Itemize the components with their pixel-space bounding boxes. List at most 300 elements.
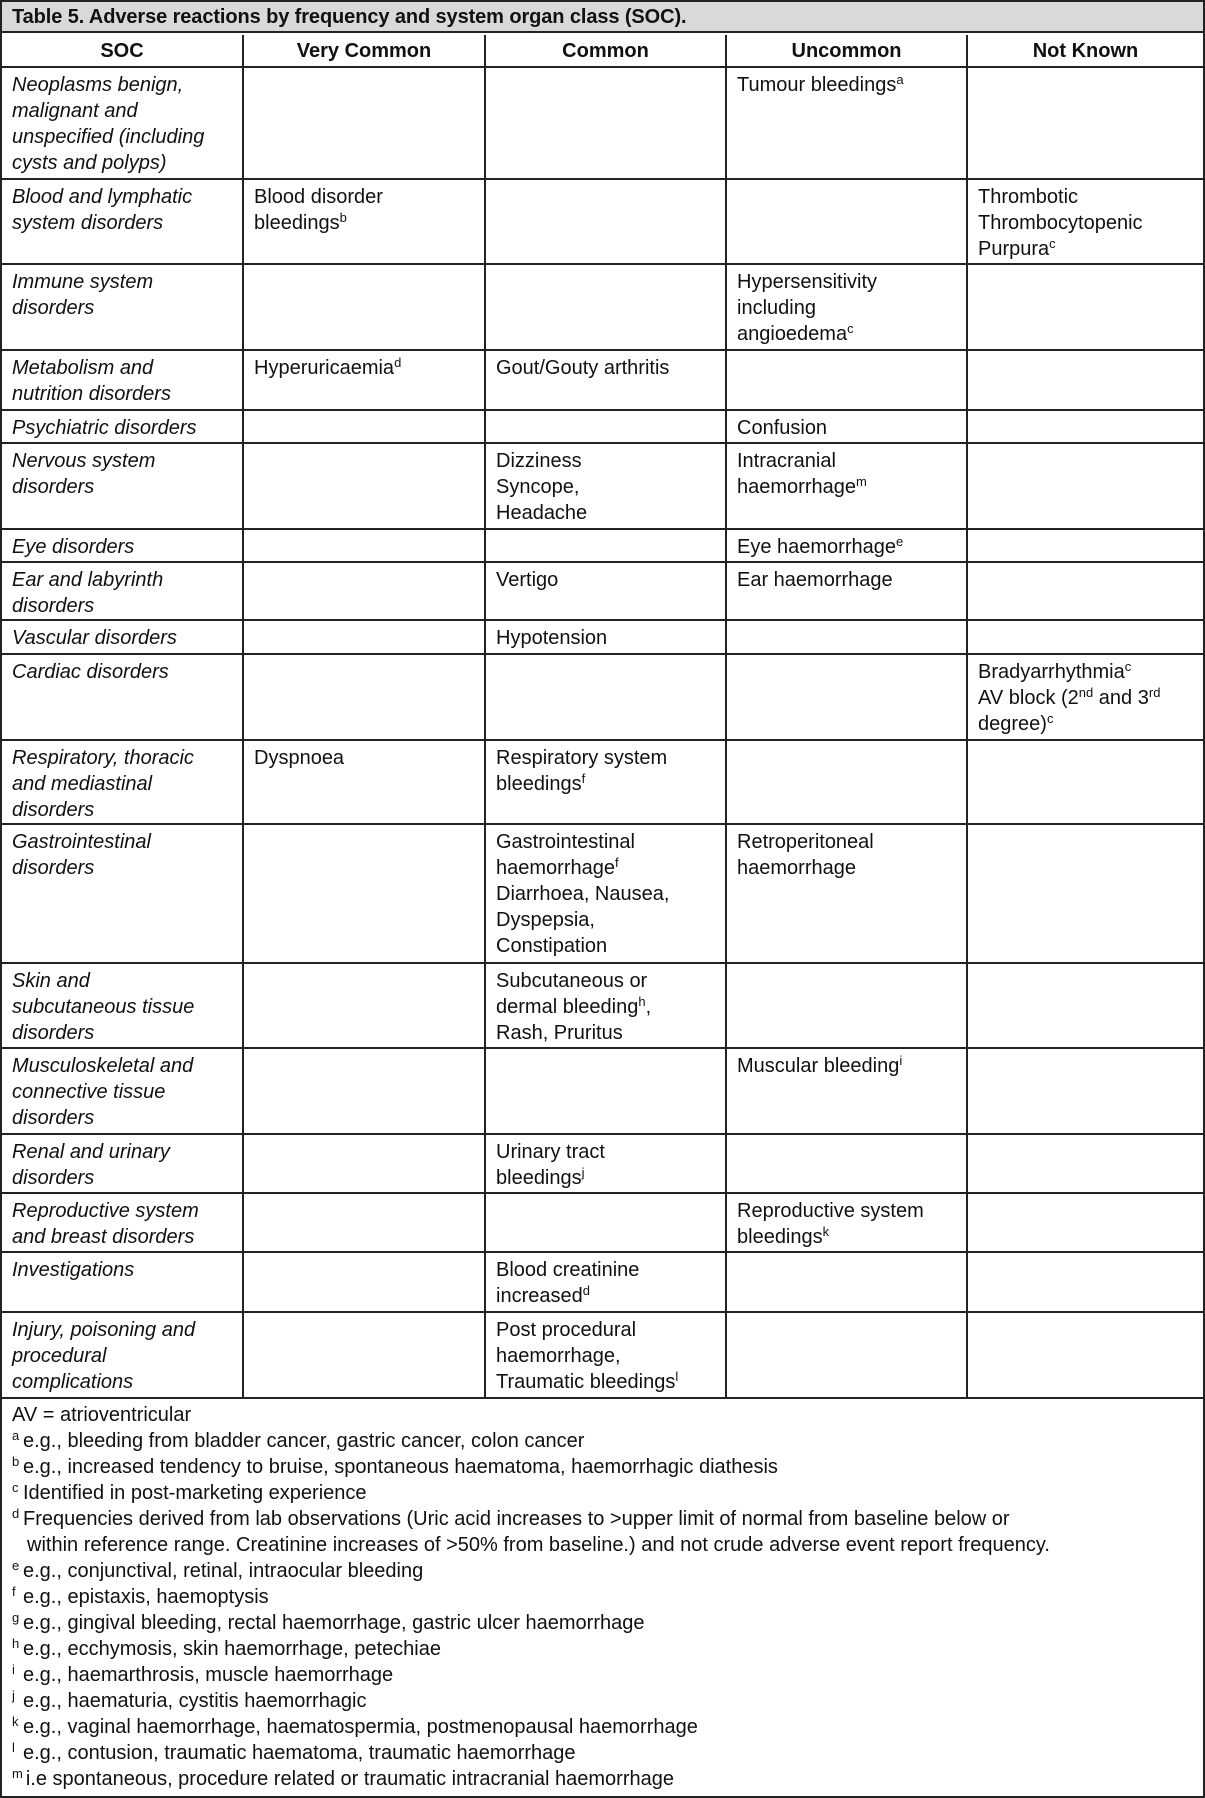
not-known-cell	[966, 351, 1203, 409]
cell-text: unspecified (including	[12, 126, 205, 148]
uncommon-cell	[725, 68, 966, 178]
common-cell	[484, 563, 725, 619]
not-known-cell	[966, 68, 1203, 178]
cell-line	[737, 1053, 966, 1079]
cell-text: Constipation	[496, 935, 608, 957]
cell-line	[496, 994, 725, 1020]
very-common-cell	[242, 621, 484, 653]
not-known-cell	[966, 621, 1203, 653]
cell-text: Metabolism and	[12, 357, 154, 379]
common-cell	[484, 655, 725, 739]
uncommon-cell	[725, 411, 966, 442]
soc-cell	[2, 180, 242, 263]
cell-line	[496, 1165, 725, 1191]
cell-line	[737, 1198, 966, 1224]
not-known-cell	[966, 1135, 1203, 1192]
footnote: i e.g., haemarthrosis, muscle haemorrhage	[12, 1662, 394, 1686]
footnote-marker: c	[1049, 236, 1056, 251]
common-cell	[484, 741, 725, 823]
very-common-cell	[242, 351, 484, 409]
uncommon-cell	[725, 825, 966, 962]
table-row	[2, 530, 1203, 563]
very-common-cell	[242, 411, 484, 442]
cell-text: Musculoskeletal and	[12, 1055, 194, 1077]
footnote-marker: m	[855, 474, 867, 489]
soc-cell	[2, 825, 242, 962]
cell-text: malignant and	[12, 100, 138, 122]
cell-line	[254, 355, 484, 381]
cell-text: Retroperitoneal	[737, 831, 874, 853]
cell-line	[978, 659, 1203, 685]
not-known-cell	[966, 1313, 1203, 1397]
cell-text: Tumour bleedings	[737, 74, 897, 96]
cell-text: angioedema	[737, 323, 848, 345]
footnote-marker: c	[1124, 659, 1132, 674]
cell-text: bleedings	[737, 1226, 823, 1248]
cell-text: Injury, poisoning and	[12, 1319, 196, 1341]
cell-line	[12, 1020, 242, 1046]
footnote-text-continued: within reference range. Creatinine increases of >50% from baseline.) and not crude adverse event report frequency.	[27, 1534, 1050, 1556]
soc-cell	[2, 530, 242, 561]
cell-text: Ear haemorrhage	[737, 569, 893, 591]
cell-text: Subcutaneous or	[496, 970, 648, 992]
footnote-marker: d	[394, 355, 402, 370]
footnote: k e.g., vaginal haemorrhage, haematospermia, postmenopausal haemorrhage	[12, 1714, 698, 1738]
cell-line	[12, 567, 242, 593]
table-row	[2, 825, 1203, 964]
cell-text: haemorrhage	[737, 476, 856, 498]
cell-text: nutrition disorders	[12, 383, 171, 405]
cell-line	[496, 933, 725, 959]
column-header-not-known: Not Known	[966, 35, 1203, 66]
uncommon-cell	[725, 180, 966, 263]
uncommon-cell	[725, 265, 966, 349]
footnote: l e.g., contusion, traumatic haematoma, traumatic haemorrhage	[12, 1740, 576, 1764]
table-row	[2, 741, 1203, 825]
footnote-marker: d	[582, 1283, 590, 1298]
very-common-cell	[242, 444, 484, 528]
footnote: a e.g., bleeding from bladder cancer, gastric cancer, colon cancer	[12, 1428, 585, 1452]
cell-text: Blood and lymphatic	[12, 186, 193, 208]
common-cell	[484, 1253, 725, 1311]
footnote: j e.g., haematuria, cystitis haemorrhagic	[12, 1688, 367, 1712]
cell-text: increased	[496, 1285, 583, 1307]
cell-text: Neoplasms benign,	[12, 74, 184, 96]
column-header-uncommon: Uncommon	[725, 35, 966, 66]
cell-line	[12, 771, 242, 797]
uncommon-cell	[725, 563, 966, 619]
cell-line	[978, 236, 1203, 262]
cell-text: Reproductive system	[737, 1200, 924, 1222]
cell-text: subcutaneous tissue	[12, 996, 195, 1018]
soc-cell	[2, 563, 242, 619]
very-common-cell	[242, 265, 484, 349]
common-cell	[484, 444, 725, 528]
uncommon-cell	[725, 444, 966, 528]
not-known-cell	[966, 1194, 1203, 1251]
cell-text: Hypotension	[496, 627, 608, 649]
footnote-marker: c	[1046, 711, 1054, 726]
footnote: h e.g., ecchymosis, skin haemorrhage, petechiae	[12, 1636, 441, 1660]
common-cell	[484, 530, 725, 561]
cell-text: Muscular bleeding	[737, 1055, 900, 1077]
table-row	[2, 351, 1203, 411]
cell-line	[12, 150, 242, 176]
cell-line	[12, 381, 242, 407]
cell-line	[737, 448, 966, 474]
cell-text: disorders	[12, 297, 95, 319]
footnotes	[2, 1399, 1203, 1792]
cell-text: Immune system	[12, 271, 154, 293]
cell-text: Investigations	[12, 1259, 135, 1281]
cell-line	[496, 745, 725, 771]
footnote-marker: f	[581, 771, 586, 786]
footnote	[12, 1402, 1203, 1428]
cell-line	[737, 474, 966, 500]
cell-line	[978, 184, 1203, 210]
cell-line	[737, 269, 966, 295]
table-row	[2, 180, 1203, 265]
footnote-marker: j	[581, 1165, 585, 1180]
uncommon-cell	[725, 1313, 966, 1397]
footnote: e e.g., conjunctival, retinal, intraocular bleeding	[12, 1558, 424, 1582]
footnote-marker: k	[822, 1224, 830, 1239]
cell-line	[496, 1257, 725, 1283]
cell-text: disorders	[12, 1022, 95, 1044]
not-known-cell	[966, 1253, 1203, 1311]
cell-text: Psychiatric disorders	[12, 417, 197, 439]
common-cell	[484, 621, 725, 653]
cell-line	[12, 968, 242, 994]
cell-line	[12, 1224, 242, 1250]
cell-text: disorders	[12, 857, 95, 879]
cell-text: Eye haemorrhage	[737, 536, 896, 558]
cell-line	[12, 184, 242, 210]
uncommon-cell	[725, 1049, 966, 1133]
footnote-marker: i	[899, 1053, 903, 1068]
cell-line	[12, 745, 242, 771]
footnote-text: e.g., haemarthrosis, muscle haemorrhage	[23, 1664, 394, 1686]
cell-line	[496, 1283, 725, 1309]
cell-text: system disorders	[12, 212, 164, 234]
soc-cell	[2, 444, 242, 528]
cell-line	[496, 474, 725, 500]
cell-line	[737, 534, 966, 560]
cell-text: disorders	[12, 476, 95, 498]
cell-line	[12, 1053, 242, 1079]
footnote: d Frequencies derived from lab observations (Uric acid increases to >upper limit of normal from baseline below or within reference range. Creatinine increases of >50% from baseline.) and not crude adverse event report frequency.	[12, 1506, 1203, 1558]
cell-line	[496, 1369, 725, 1395]
cell-text: Thrombocytopenic	[978, 212, 1143, 234]
cell-line	[737, 567, 966, 593]
common-cell	[484, 1313, 725, 1397]
footnote-text: AV = atrioventricular	[12, 1404, 192, 1426]
not-known-cell	[966, 530, 1203, 561]
cell-text: Intracranial	[737, 450, 836, 472]
cell-line	[978, 210, 1203, 236]
cell-text: Ear and labyrinth	[12, 569, 164, 591]
column-header-common: Common	[484, 35, 725, 66]
footnote-text: Identified in post-marketing experience	[23, 1482, 367, 1504]
soc-cell	[2, 621, 242, 653]
cell-text: haemorrhage	[737, 857, 856, 879]
cell-line	[496, 907, 725, 933]
cell-line	[12, 625, 242, 651]
footnote: m i.e spontaneous, procedure related or traumatic intracranial haemorrhage	[12, 1766, 674, 1790]
very-common-cell	[242, 1049, 484, 1133]
cell-text: Cardiac disorders	[12, 661, 169, 683]
table-row	[2, 411, 1203, 444]
very-common-cell	[242, 964, 484, 1047]
cell-text: disorders	[12, 799, 95, 821]
very-common-cell	[242, 825, 484, 962]
cell-line	[254, 210, 484, 236]
footnote-text: i.e spontaneous, procedure related or traumatic intracranial haemorrhage	[25, 1768, 674, 1790]
footnote-text: Frequencies derived from lab observations (Uric acid increases to >upper limit of normal from baseline below or	[23, 1508, 1010, 1530]
common-cell	[484, 1049, 725, 1133]
not-known-cell	[966, 265, 1203, 349]
table-title: Table 5. Adverse reactions by frequency and system organ class (SOC).	[2, 2, 1203, 33]
soc-cell	[2, 1313, 242, 1397]
cell-line	[737, 321, 966, 347]
cell-text: Blood disorder	[254, 186, 383, 208]
cell-text: Dyspnoea	[254, 747, 345, 769]
soc-cell	[2, 1194, 242, 1251]
cell-line	[496, 500, 725, 526]
cell-text: Post procedural	[496, 1319, 637, 1341]
column-header-very-common: Very Common	[242, 35, 484, 66]
cell-text: disorders	[12, 1167, 95, 1189]
cell-text: Dizziness	[496, 450, 582, 472]
footnote-text: e.g., increased tendency to bruise, spontaneous haematoma, haemorrhagic diathesis	[23, 1456, 778, 1478]
soc-cell	[2, 411, 242, 442]
cell-line	[496, 968, 725, 994]
not-known-cell	[966, 563, 1203, 619]
cell-text: Gastrointestinal	[12, 831, 151, 853]
uncommon-cell	[725, 530, 966, 561]
cell-text: dermal bleeding	[496, 996, 639, 1018]
not-known-cell	[966, 825, 1203, 962]
uncommon-cell	[725, 351, 966, 409]
cell-text: Gout/Gouty arthritis	[496, 357, 670, 379]
common-cell	[484, 68, 725, 178]
cell-line	[737, 72, 966, 98]
cell-line	[978, 685, 1203, 711]
cell-line	[496, 625, 725, 651]
footnote-text: e.g., conjunctival, retinal, intraocular bleeding	[23, 1560, 424, 1582]
table-row	[2, 68, 1203, 180]
cell-text: haemorrhage	[496, 857, 615, 879]
cell-line	[496, 855, 725, 881]
very-common-cell	[242, 1253, 484, 1311]
cell-text: and 3	[1093, 687, 1149, 709]
cell-line	[12, 210, 242, 236]
table-row	[2, 964, 1203, 1049]
cell-text: procedural	[12, 1345, 107, 1367]
table-row	[2, 265, 1203, 351]
footnote: f e.g., epistaxis, haemoptysis	[12, 1584, 269, 1608]
cell-text: Reproductive system	[12, 1200, 199, 1222]
footnote-marker: nd	[1078, 685, 1094, 700]
common-cell	[484, 1135, 725, 1192]
cell-line	[12, 593, 242, 619]
uncommon-cell	[725, 655, 966, 739]
footnote-marker: a	[896, 72, 904, 87]
very-common-cell	[242, 655, 484, 739]
not-known-cell	[966, 180, 1203, 263]
cell-text: Respiratory system	[496, 747, 668, 769]
very-common-cell	[242, 530, 484, 561]
cell-text: ,	[645, 996, 652, 1018]
footnote-marker: c	[847, 321, 854, 336]
very-common-cell	[242, 180, 484, 263]
not-known-cell	[966, 964, 1203, 1047]
soc-cell	[2, 68, 242, 178]
cell-line	[12, 1343, 242, 1369]
soc-cell	[2, 351, 242, 409]
cell-line	[496, 829, 725, 855]
cell-text: cysts and polyps)	[12, 152, 167, 174]
cell-text: Blood creatinine	[496, 1259, 640, 1281]
cell-line	[12, 415, 242, 441]
common-cell	[484, 1194, 725, 1251]
table-row	[2, 1253, 1203, 1313]
cell-line	[12, 1079, 242, 1105]
footnote-text: e.g., haematuria, cystitis haemorrhagic	[23, 1690, 367, 1712]
footnote-text: e.g., gingival bleeding, rectal haemorrhage, gastric ulcer haemorrhage	[23, 1612, 645, 1634]
cell-line	[12, 534, 242, 560]
table-row	[2, 1313, 1203, 1399]
very-common-cell	[242, 68, 484, 178]
common-cell	[484, 825, 725, 962]
cell-line	[254, 184, 484, 210]
cell-text: Purpura	[978, 238, 1050, 260]
not-known-cell	[966, 655, 1203, 739]
footnote-marker: rd	[1148, 685, 1161, 700]
common-cell	[484, 964, 725, 1047]
cell-line	[12, 269, 242, 295]
cell-line	[12, 474, 242, 500]
uncommon-cell	[725, 964, 966, 1047]
cell-line	[496, 355, 725, 381]
uncommon-cell	[725, 1253, 966, 1311]
cell-text: Respiratory, thoracic	[12, 747, 194, 769]
cell-text: Eye disorders	[12, 536, 135, 558]
footnote-text: e.g., ecchymosis, skin haemorrhage, petechiae	[23, 1638, 441, 1660]
not-known-cell	[966, 1049, 1203, 1133]
footnote: b e.g., increased tendency to bruise, spontaneous haematoma, haemorrhagic diathesis	[12, 1454, 778, 1478]
column-header-soc: SOC	[100, 40, 144, 62]
cell-line	[978, 711, 1203, 737]
uncommon-cell	[725, 621, 966, 653]
cell-text: including	[737, 297, 816, 319]
cell-line	[12, 1165, 242, 1191]
cell-text: Vertigo	[496, 569, 559, 591]
cell-text: and breast disorders	[12, 1226, 195, 1248]
cell-line	[737, 1224, 966, 1250]
cell-line	[496, 881, 725, 907]
cell-text: Hypersensitivity	[737, 271, 878, 293]
cell-text: Traumatic bleedings	[496, 1371, 676, 1393]
cell-text: AV block (2	[978, 687, 1079, 709]
footnote-marker: f	[614, 855, 619, 870]
cell-line	[496, 448, 725, 474]
table-row	[2, 563, 1203, 621]
common-cell	[484, 411, 725, 442]
cell-line	[12, 855, 242, 881]
footnote: c Identified in post-marketing experience	[12, 1480, 367, 1504]
very-common-cell	[242, 1194, 484, 1251]
footnote-marker: e	[895, 534, 904, 549]
cell-text: Rash, Pruritus	[496, 1022, 623, 1044]
cell-text: haemorrhage,	[496, 1345, 621, 1367]
cell-line	[496, 1317, 725, 1343]
cell-text: bleedings	[496, 1167, 582, 1189]
cell-line	[12, 994, 242, 1020]
footnote-text: e.g., contusion, traumatic haematoma, traumatic haemorrhage	[23, 1742, 576, 1764]
soc-cell	[2, 265, 242, 349]
cell-text: Renal and urinary	[12, 1141, 170, 1163]
table-row	[2, 444, 1203, 530]
cell-text: complications	[12, 1371, 134, 1393]
cell-text: bleedings	[254, 212, 340, 234]
cell-text: disorders	[12, 1107, 95, 1129]
cell-text: Diarrhoea, Nausea,	[496, 883, 670, 905]
cell-text: connective tissue	[12, 1081, 166, 1103]
cell-text: degree)	[978, 713, 1047, 735]
cell-text: disorders	[12, 595, 95, 617]
not-known-cell	[966, 444, 1203, 528]
common-cell	[484, 351, 725, 409]
table-row	[2, 1135, 1203, 1194]
cell-text: Vascular disorders	[12, 627, 177, 649]
cell-text: Hyperuricaemia	[254, 357, 395, 379]
uncommon-cell	[725, 1194, 966, 1251]
uncommon-cell	[725, 741, 966, 823]
cell-line	[12, 1139, 242, 1165]
soc-cell	[2, 655, 242, 739]
cell-line	[12, 1317, 242, 1343]
cell-line	[496, 567, 725, 593]
soc-cell	[2, 1135, 242, 1192]
cell-line	[496, 771, 725, 797]
cell-line	[12, 1105, 242, 1131]
cell-line	[12, 1198, 242, 1224]
cell-line	[496, 1343, 725, 1369]
soc-cell	[2, 1253, 242, 1311]
cell-line	[254, 745, 484, 771]
not-known-cell	[966, 411, 1203, 442]
cell-line	[12, 797, 242, 823]
cell-line	[737, 829, 966, 855]
cell-line	[12, 72, 242, 98]
cell-text: Nervous system	[12, 450, 156, 472]
cell-line	[12, 1257, 242, 1283]
cell-line	[12, 448, 242, 474]
header-row	[2, 35, 1203, 68]
cell-line	[12, 98, 242, 124]
common-cell	[484, 180, 725, 263]
cell-text: Bradyarrhythmia	[978, 661, 1125, 683]
soc-cell	[2, 964, 242, 1047]
cell-text: and mediastinal	[12, 773, 153, 795]
footnote-marker: l	[675, 1369, 679, 1384]
cell-text: Thrombotic	[978, 186, 1079, 208]
cell-line	[496, 1020, 725, 1046]
footnote-text: e.g., epistaxis, haemoptysis	[23, 1586, 269, 1608]
soc-cell	[2, 1049, 242, 1133]
soc-cell	[2, 741, 242, 823]
